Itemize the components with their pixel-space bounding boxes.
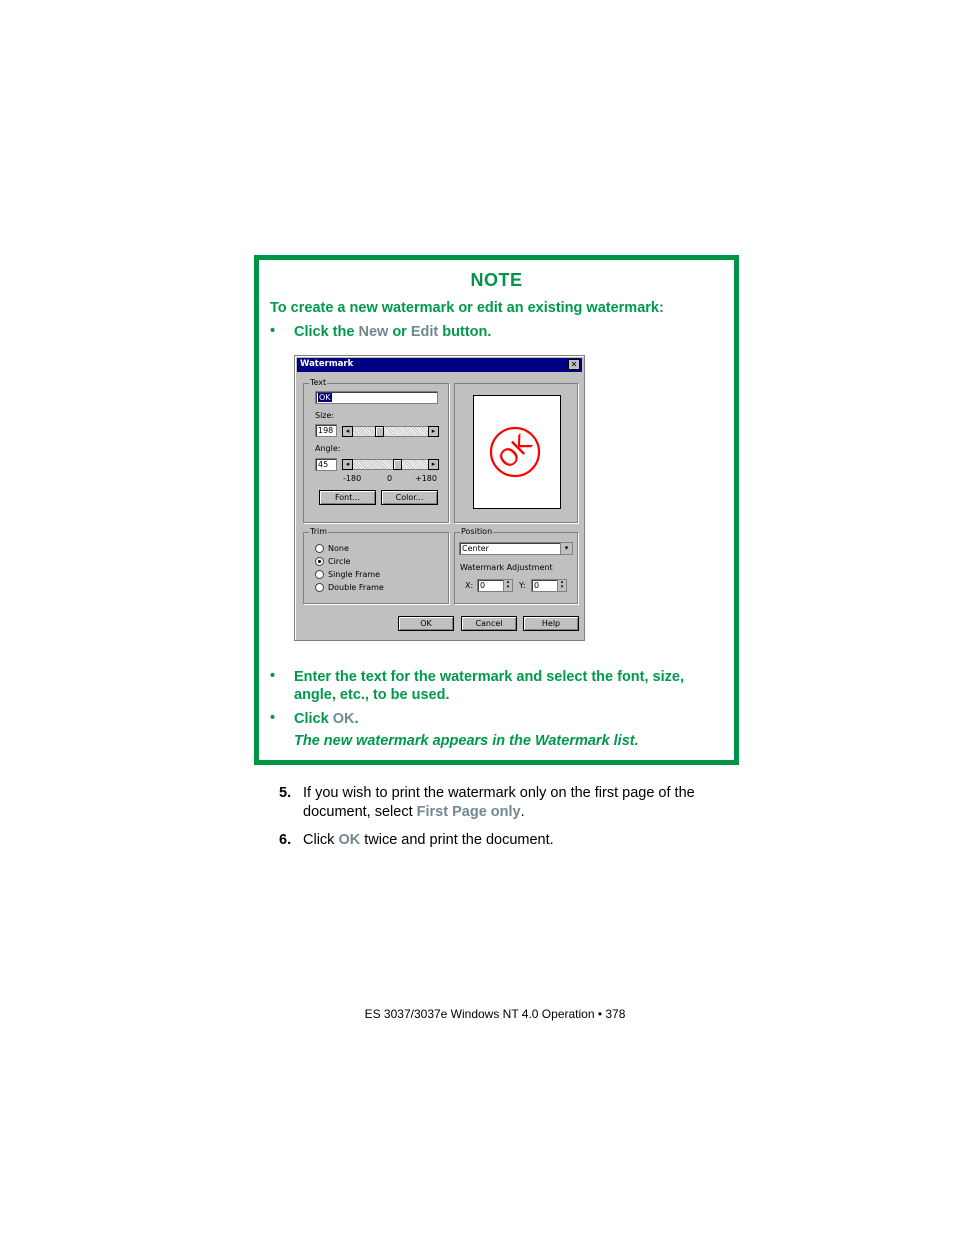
- close-icon[interactable]: ✕: [568, 359, 580, 370]
- bullet-text: .: [354, 711, 359, 727]
- angle-mid-label: 0: [387, 474, 393, 483]
- size-slider[interactable]: [342, 426, 439, 437]
- note-intro: To create a new watermark or edit an existing watermark:: [270, 300, 664, 316]
- keyword-edit: Edit: [410, 324, 439, 340]
- position-group-label: Position: [461, 527, 493, 536]
- bullet-mark: •: [270, 710, 276, 726]
- angle-max-label: +180: [415, 474, 437, 483]
- note-title: NOTE: [470, 270, 523, 290]
- chevron-down-icon[interactable]: ▾: [560, 543, 572, 554]
- angle-input[interactable]: 45: [315, 458, 337, 471]
- angle-min-label: -180: [343, 474, 362, 483]
- spinner-arrows-icon[interactable]: ▴ ▾: [557, 580, 566, 591]
- keyword-ok: OK: [332, 711, 355, 727]
- text-value: OK: [319, 393, 331, 402]
- slider-left-icon[interactable]: ◂: [342, 426, 353, 437]
- trim-group-label: Trim: [310, 527, 328, 536]
- trim-double-frame-label: Double Frame: [328, 583, 384, 592]
- position-value: Center: [462, 544, 489, 553]
- step-text: twice and print the document.: [360, 832, 554, 848]
- bullet-text: Enter the text for the watermark and select the font, size, angle, etc., to be used.: [294, 669, 684, 703]
- text-group-label: Text: [310, 378, 327, 387]
- step-text: Click: [303, 832, 339, 848]
- trim-group: [303, 527, 449, 604]
- ok-button[interactable]: OK: [398, 616, 454, 631]
- dialog-title: Watermark: [300, 359, 354, 369]
- trim-none-label: None: [328, 544, 349, 553]
- watermark-preview: [474, 396, 560, 508]
- trim-single-frame-label: Single Frame: [328, 570, 381, 579]
- trim-circle-label: Circle: [328, 557, 351, 566]
- bullet-text: Click the: [294, 324, 359, 340]
- bullet-text: Click: [294, 711, 333, 727]
- y-value: 0: [534, 581, 540, 590]
- trim-none-radio[interactable]: [315, 544, 324, 553]
- slider-left-icon[interactable]: ◂: [342, 459, 353, 470]
- preview-page: [473, 395, 561, 509]
- angle-label: Angle:: [315, 444, 341, 453]
- watermark-text-input[interactable]: [315, 391, 438, 404]
- font-button[interactable]: Font...: [319, 490, 376, 505]
- dialog-titlebar: [297, 358, 582, 372]
- size-label: Size:: [315, 411, 335, 420]
- keyword-ok: OK: [338, 832, 361, 848]
- trim-circle-radio[interactable]: [315, 557, 324, 566]
- bullet-text: or: [388, 324, 411, 340]
- page-footer: ES 3037/3037e Windows NT 4.0 Operation • 378: [364, 1007, 626, 1021]
- bullet-mark: •: [270, 323, 276, 339]
- size-slider-thumb[interactable]: [375, 426, 384, 437]
- x-label: X:: [465, 581, 474, 590]
- cancel-button[interactable]: Cancel: [461, 616, 517, 631]
- step-number: 5.: [279, 785, 292, 801]
- note-result: The new watermark appears in the Watermark list.: [294, 733, 639, 749]
- help-button[interactable]: Help: [523, 616, 579, 631]
- bullet-mark: •: [270, 668, 276, 684]
- size-input[interactable]: 198: [315, 424, 337, 437]
- trim-double-frame-radio[interactable]: [315, 583, 324, 592]
- slider-right-icon[interactable]: ▸: [428, 459, 439, 470]
- keyword-first-page-only: First Page only: [416, 804, 521, 820]
- position-select[interactable]: [459, 542, 573, 555]
- y-spinner[interactable]: [531, 579, 567, 592]
- step-number: 6.: [279, 832, 292, 848]
- step-text: If you wish to print the watermark only on the first page of the document, select: [303, 785, 695, 820]
- color-button[interactable]: Color...: [381, 490, 438, 505]
- adjustment-label: Watermark Adjustment: [460, 563, 553, 572]
- x-spinner[interactable]: [477, 579, 513, 592]
- spinner-arrows-icon[interactable]: ▴ ▾: [503, 580, 512, 591]
- step-text: .: [520, 804, 525, 820]
- angle-slider[interactable]: [342, 459, 439, 470]
- x-value: 0: [480, 581, 486, 590]
- preview-ok-text: OK: [492, 429, 538, 475]
- trim-single-frame-radio[interactable]: [315, 570, 324, 579]
- y-label: Y:: [519, 581, 526, 590]
- slider-right-icon[interactable]: ▸: [428, 426, 439, 437]
- bullet-text: button.: [438, 324, 492, 340]
- angle-slider-thumb[interactable]: [393, 459, 402, 470]
- keyword-new: New: [358, 324, 389, 340]
